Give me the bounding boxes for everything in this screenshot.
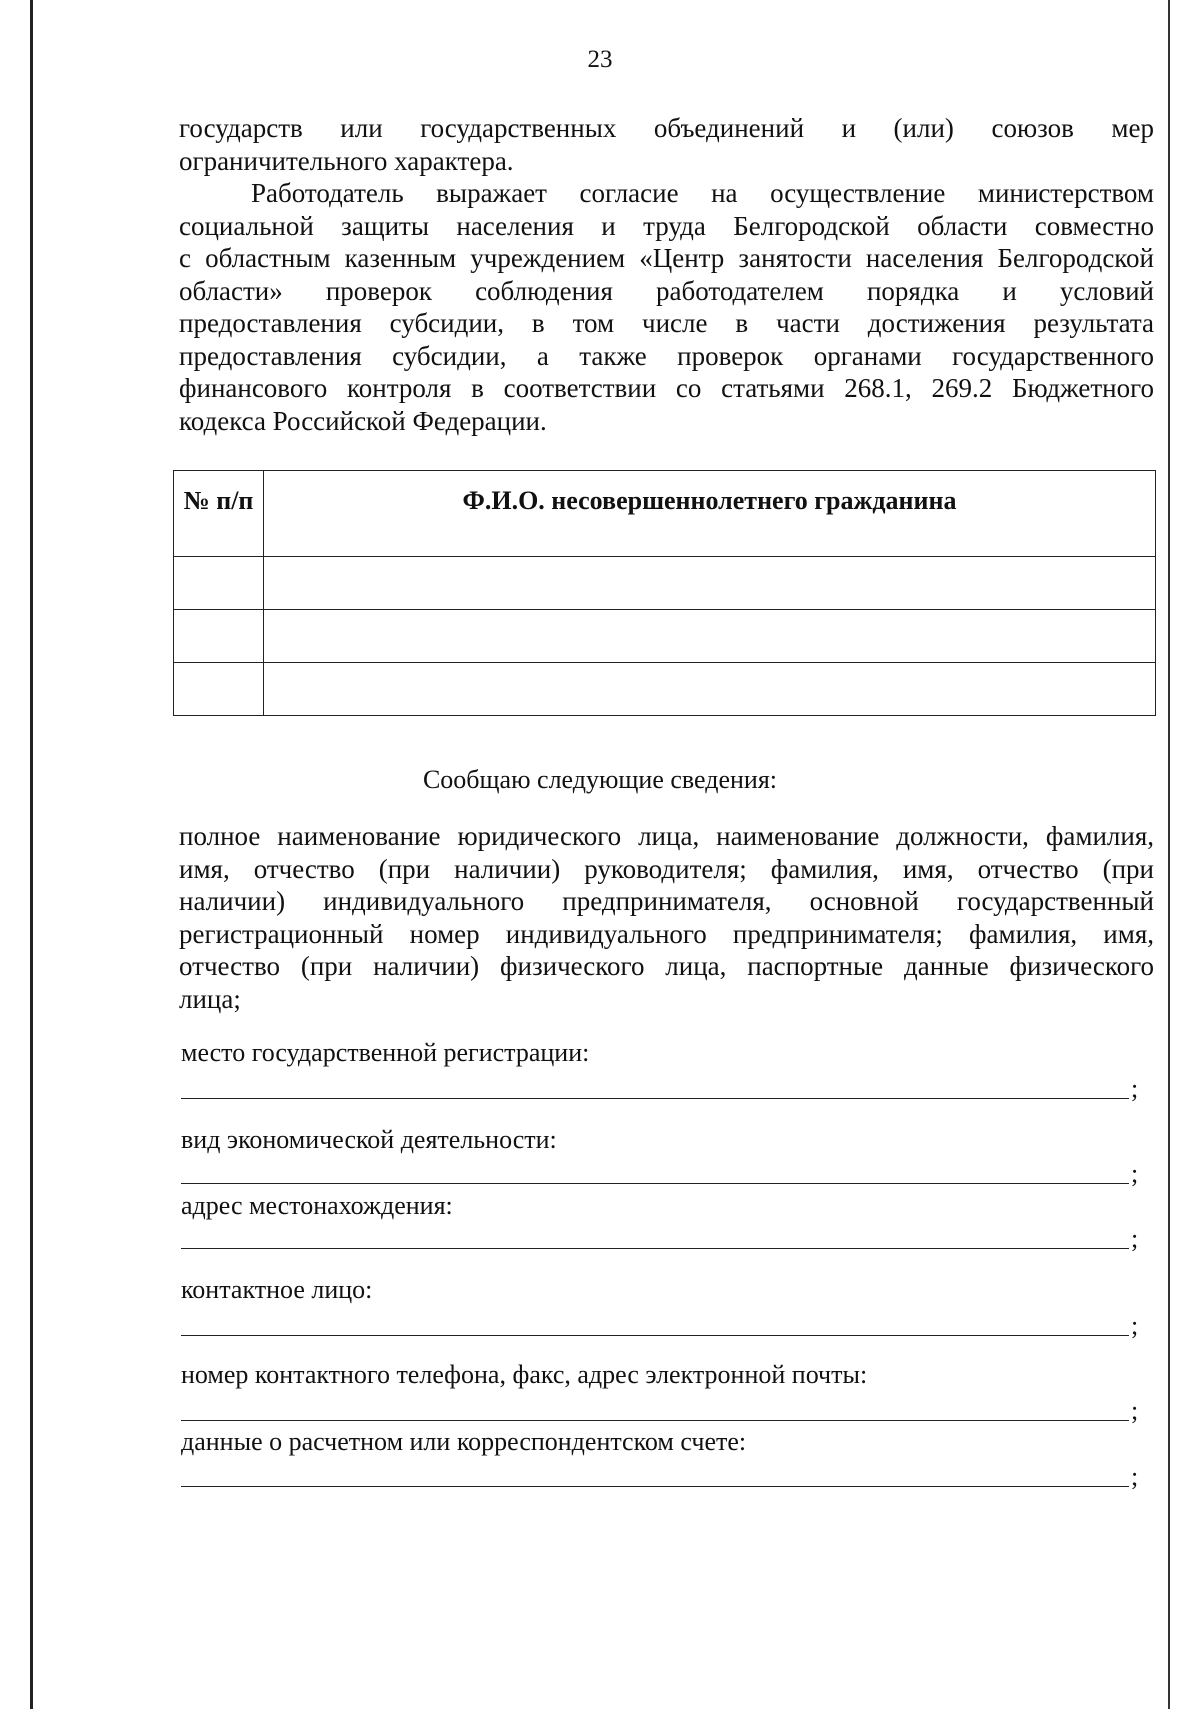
field-input-line[interactable] [181,1486,1129,1487]
field-input-line[interactable] [181,1335,1129,1336]
paragraph-line: с областным казенным учреждением «Центр занятости населения Белгородской [179,243,1154,273]
table-row [174,663,1156,716]
page-number: 23 [587,46,613,73]
paragraph-line: финансового контроля в соответствии со статьями 268.1, 269.2 Бюджетного [179,373,1154,403]
paragraph-line: социальной защиты населения и труда Белгородской области совместно [179,210,1154,241]
paragraph-line: ограничительного характера. [179,145,514,176]
field-terminator: ; [1131,1396,1139,1425]
field-label: место государственной регистрации: [181,1038,590,1067]
paragraph-line: имя, отчество (при наличии) руководителя; фамилия, имя, отчество (при [179,853,1154,884]
paragraph-line: области» проверок соблюдения работодателем порядка и условий [179,275,1154,306]
table-cell[interactable] [264,663,1156,716]
minors-table [173,470,1156,716]
column-header-name: Ф.И.О. несовершеннолетнего гражданина [264,471,1156,557]
info-description [179,820,1154,1015]
field-label: номер контактного телефона, факс, адрес электронной почты: [181,1360,868,1389]
table-cell[interactable] [174,663,264,716]
continuation-paragraph [179,112,1154,177]
field-terminator: ; [1131,1159,1139,1188]
paragraph-line: государств или государственных объединений и (или) союзов мер [179,113,1154,143]
paragraph-line: кодекса Российской Федерации. [179,405,547,436]
field-terminator: ; [1131,1462,1139,1491]
field-input-line[interactable] [181,1183,1129,1184]
field-label: вид экономической деятельности: [181,1125,557,1154]
field-terminator: ; [1131,1311,1139,1340]
paragraph-line: предоставления субсидии, а также проверок органами государственного [179,340,1154,371]
paragraph-line: Работодатель выражает согласие на осуществление министерством [251,178,1154,208]
field-terminator: ; [1131,1074,1139,1103]
consent-paragraph [179,177,1154,437]
paragraph-line: отчество (при наличии) физического лица, паспортные данные физического [179,951,1154,981]
field-label: адрес местонахождения: [181,1191,453,1220]
paragraph-line: наличии) индивидуального предпринимателя, основной государственный [179,886,1154,916]
table-cell[interactable] [174,610,264,663]
table-cell[interactable] [264,610,1156,663]
field-input-line[interactable] [181,1420,1129,1421]
table-cell[interactable] [174,557,264,610]
column-header-number: № п/п [174,471,264,557]
field-input-line[interactable] [181,1248,1129,1249]
table-cell[interactable] [264,557,1156,610]
field-input-line[interactable] [181,1098,1129,1099]
field-label: контактное лицо: [181,1275,373,1304]
table-row [174,557,1156,610]
table-row [174,610,1156,663]
field-label: данные о расчетном или корреспондентском счете: [181,1427,747,1456]
paragraph-line: лица; [179,983,241,1014]
paragraph-line: регистрационный номер индивидуального предпринимателя; фамилия, имя, [179,918,1154,949]
info-section-title: Сообщаю следующие сведения: [422,765,778,794]
table-header-row [174,471,1156,557]
field-terminator: ; [1131,1224,1139,1253]
paragraph-line: предоставления субсидии, в том числе в части достижения результата [179,308,1154,338]
paragraph-line: полное наименование юридического лица, наименование должности, фамилия, [179,821,1154,851]
